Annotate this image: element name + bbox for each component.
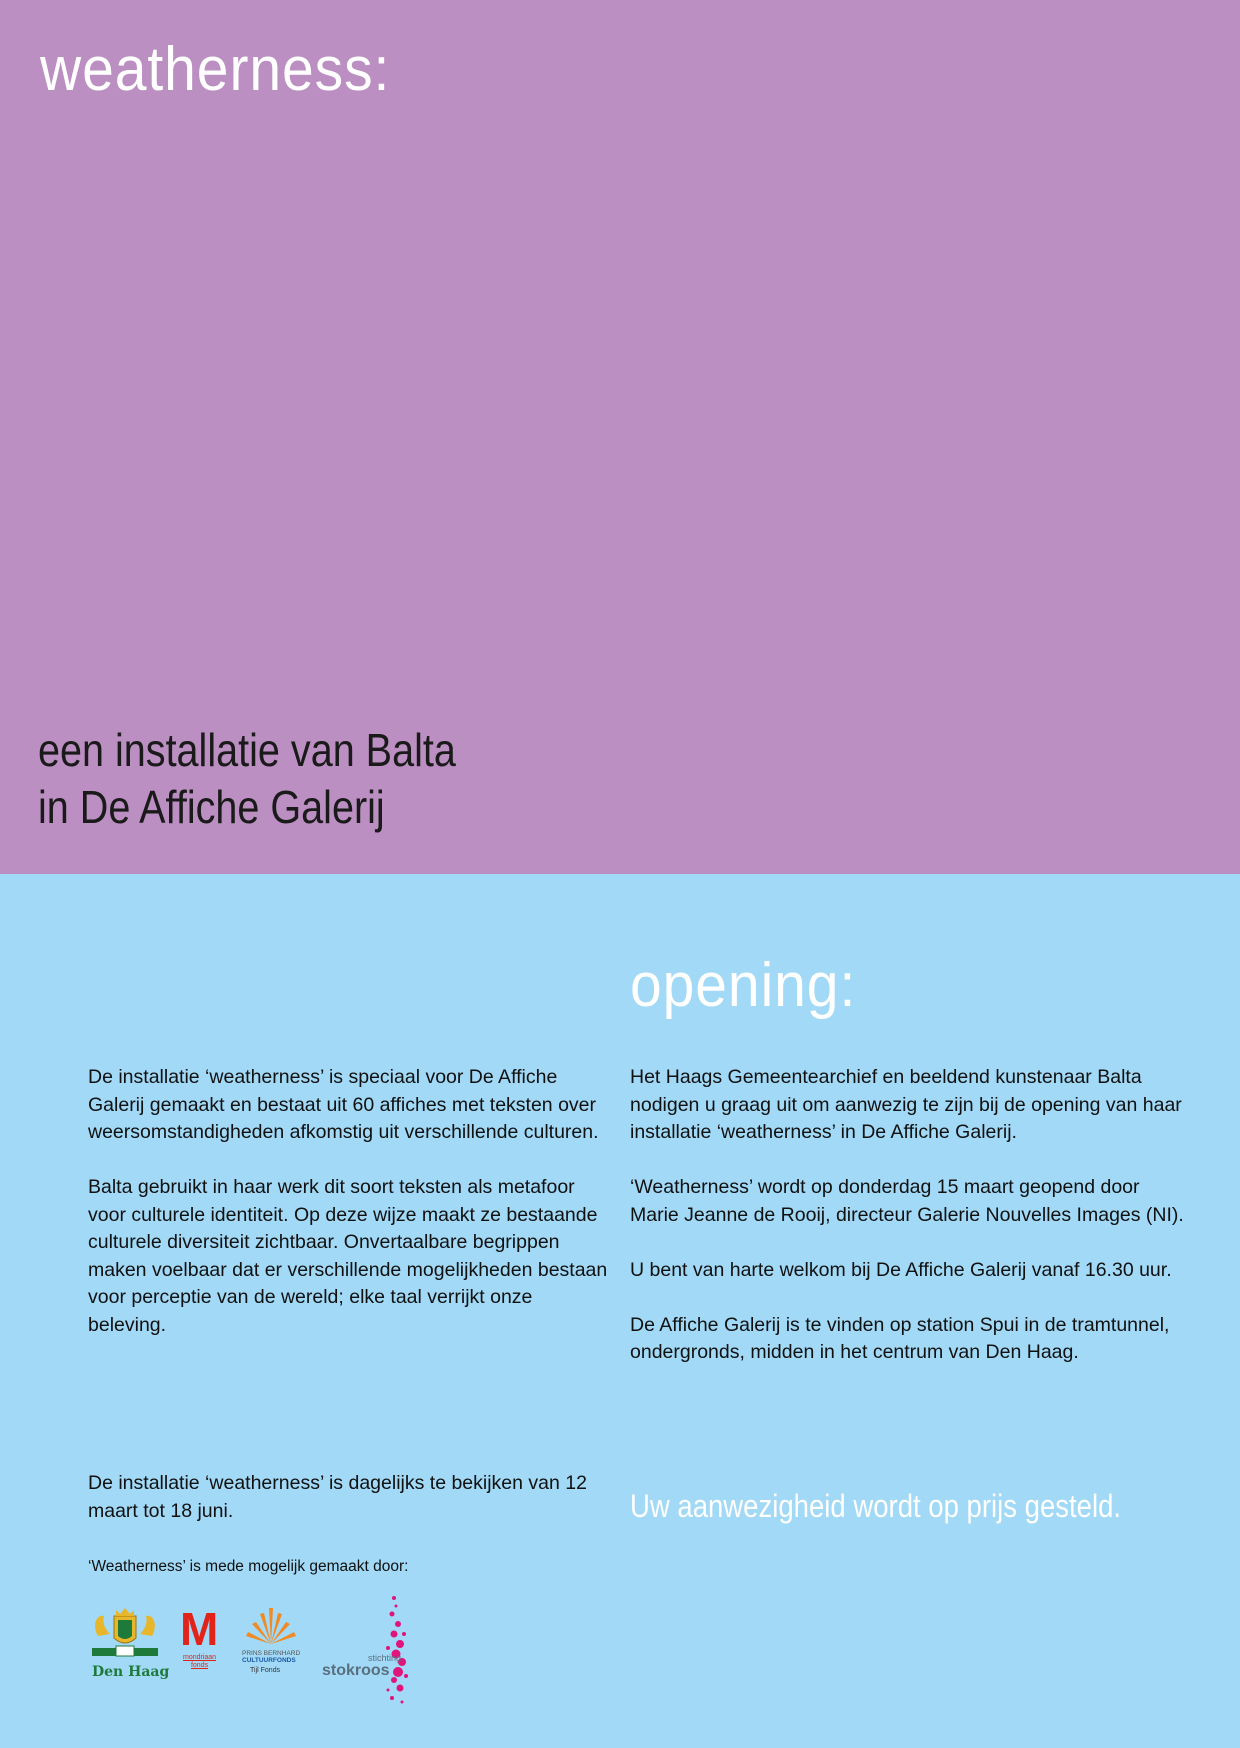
stokroos-logo xyxy=(316,1590,430,1710)
mondriaan-line-2: fonds xyxy=(190,1662,209,1669)
pb-line-1: PRINS BERNHARD xyxy=(242,1650,301,1657)
left-paragraph-1: De installatie ‘weatherness’ is speciaal voor De Affiche Galerij gemaakt en bestaat uit 60 affiches met teksten over weersomstandigheden afkomstig uit verschillende culturen. xyxy=(88,1066,599,1143)
poster-title: weatherness: xyxy=(40,35,391,104)
mondriaan-m: M xyxy=(180,1603,219,1655)
closing-line: Uw aanwezigheid wordt op prijs gesteld. xyxy=(630,1488,1122,1524)
mondriaan-line-1: mondriaan xyxy=(183,1654,217,1661)
sunburst-icon xyxy=(242,1604,300,1646)
stokroos-flower-icon xyxy=(316,1590,430,1710)
den-haag-crest-icon xyxy=(90,1606,160,1662)
right-paragraph-1: Het Haags Gemeentearchief en beeldend kunstenaar Balta nodigen u graag uit om aanwezig te zijn bij de opening van haar installatie ‘weatherness’ in De Affiche Galerij. xyxy=(630,1066,1182,1143)
sponsor-logos xyxy=(90,1590,430,1710)
left-column xyxy=(88,1064,608,1339)
mondriaan-fonds-logo xyxy=(180,1603,222,1680)
right-column xyxy=(630,1064,1190,1367)
prins-bernhard-logo xyxy=(242,1604,306,1674)
right-paragraph-2: ‘Weatherness’ wordt op donderdag 15 maart geopend door Marie Jeanne de Rooij, directeur Galerie Nouvelles Images (NI). xyxy=(630,1176,1184,1226)
right-paragraph-4: De Affiche Galerij is te vinden op station Spui in de tramtunnel, ondergronds, midden in het centrum van Den Haag. xyxy=(630,1313,1170,1363)
pb-line-2: CULTUURFONDS xyxy=(242,1657,296,1664)
left-paragraph-2: Balta gebruikt in haar werk dit soort teksten als metafoor voor culturele identiteit. Op deze wijze maakt ze bestaande culturele diversiteit zichtbaar. Onvertaalbare begrippen maken voelbaar dat er verschillende mogelijkheden bestaan voor perceptie van de wereld; elke taal verrijkt onze beleving. xyxy=(88,1176,608,1336)
opening-heading: opening: xyxy=(630,951,857,1020)
subtitle-line-2: in De Affiche Galerij xyxy=(38,781,385,833)
den-haag-label: Den Haag xyxy=(92,1664,170,1680)
viewing-dates: De installatie ‘weatherness’ is dagelijks te bekijken van 12 maart tot 18 juni. xyxy=(88,1472,587,1522)
den-haag-logo xyxy=(90,1606,170,1680)
pb-line-3: Tijl Fonds xyxy=(250,1667,281,1674)
stokroos-label: stokroos xyxy=(322,1662,390,1679)
mondriaan-label xyxy=(183,1654,216,1670)
stokroos-small-label: stichting xyxy=(368,1653,402,1663)
poster-subtitle xyxy=(38,722,456,836)
sponsor-label: ‘Weatherness’ is mede mogelijk gemaakt door: xyxy=(88,1558,409,1575)
subtitle-line-1: een installatie van Balta xyxy=(38,724,456,776)
right-paragraph-3: U bent van harte welkom bij De Affiche Galerij vanaf 16.30 uur. xyxy=(630,1258,1172,1281)
